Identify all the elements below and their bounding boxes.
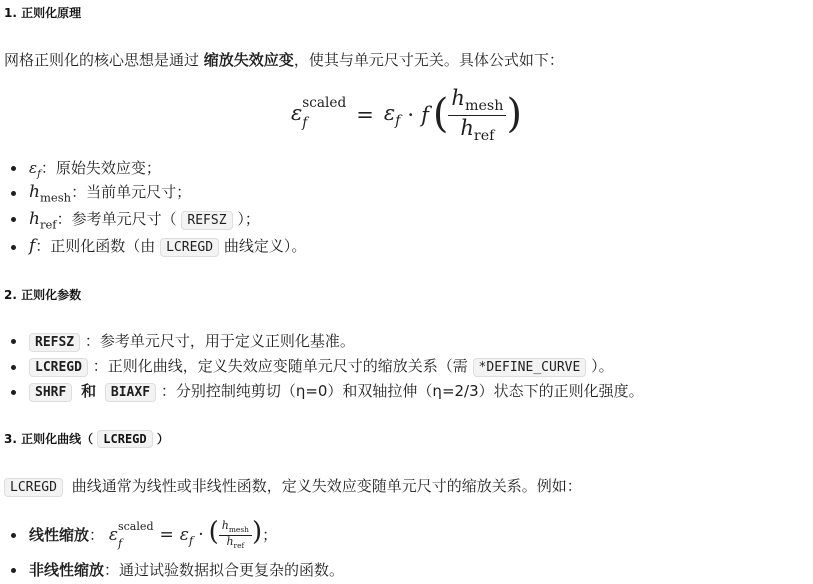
list-item: f：正则化函数（由 LCREGD 曲线定义）。 <box>0 233 306 260</box>
intro-bold: 缩放失效应变 <box>203 51 294 69</box>
section-1-list <box>0 156 306 260</box>
list-item: $h_{mesh}$：当前单元尺寸； <box>0 180 306 205</box>
list-item: SHRF 和 BIAXF ：分别控制纯剪切（η=0）和双轴拉伸（η=2/3）状态下的正则化强度。 <box>0 379 644 404</box>
section-3-list <box>0 512 344 582</box>
intro-text: 网格正则化的核心思想是通过 <box>4 51 200 69</box>
formula-equals: = <box>356 103 374 127</box>
section-1-heading: 1. 正则化原理 <box>4 6 82 20</box>
section-2-heading: 2. 正则化参数 <box>4 288 82 302</box>
list-item: 非线性缩放：通过试验数据拟合更复杂的函数。 <box>0 558 344 582</box>
code-lcregd: LCREGD <box>4 478 63 497</box>
formula-rhs-eps: $\varepsilon_f$ <box>383 100 401 130</box>
list-item: $h_{ref}$：参考单元尺寸（ REFSZ ）； <box>0 205 306 233</box>
linear-formula: ε scaled f = $\varepsilon_f$ · ( $\frac{h_{mesh}}{h_{ref}}$ ) <box>108 517 263 551</box>
joiner-and: 和 <box>81 382 97 400</box>
regularization-formula <box>0 85 813 144</box>
code-refsz: REFSZ <box>29 333 80 352</box>
formula-right-paren: ) <box>506 91 523 138</box>
section-3-heading: 3. 正则化曲线（ LCREGD ） <box>4 432 169 446</box>
list-item: LCREGD ：正则化曲线，定义失效应变随单元尺寸的缩放关系（需 *DEFINE_CURVE ）。 <box>0 354 644 379</box>
list-item: 线性缩放： ε scaled f = $\varepsilon_f$ · ( $\frac{h_{mesh}}{h_{ref}}$ )； <box>0 512 344 558</box>
section-1-intro <box>4 49 564 70</box>
formula-dot: · <box>407 103 415 127</box>
section-3-intro: LCREGD 曲线通常为线性或非线性函数，定义失效应变随单元尺寸的缩放关系。例如： <box>4 475 582 496</box>
list-item: $\varepsilon_f$：原始失效应变； <box>0 156 306 180</box>
code-refsz: REFSZ <box>181 211 232 230</box>
code-lcregd: LCREGD <box>97 430 152 448</box>
code-lcregd: LCREGD <box>29 358 88 377</box>
section-2-list <box>0 328 644 404</box>
formula-lhs: ε scaled f <box>290 95 347 131</box>
intro-text-end: ，使其与单元尺寸无关。具体公式如下： <box>293 51 564 69</box>
formula-func: f <box>421 103 429 127</box>
formula-left-paren: ( <box>432 91 449 138</box>
list-item: REFSZ ：参考单元尺寸，用于定义正则化基准。 <box>0 328 644 354</box>
formula-fraction: $\frac{h_{mesh}}{h_{ref}}$ <box>448 86 506 144</box>
code-shrf: SHRF <box>29 383 72 402</box>
code-biaxf: BIAXF <box>105 383 156 402</box>
code-lcregd: LCREGD <box>160 238 219 257</box>
code-define-curve: *DEFINE_CURVE <box>473 358 587 377</box>
